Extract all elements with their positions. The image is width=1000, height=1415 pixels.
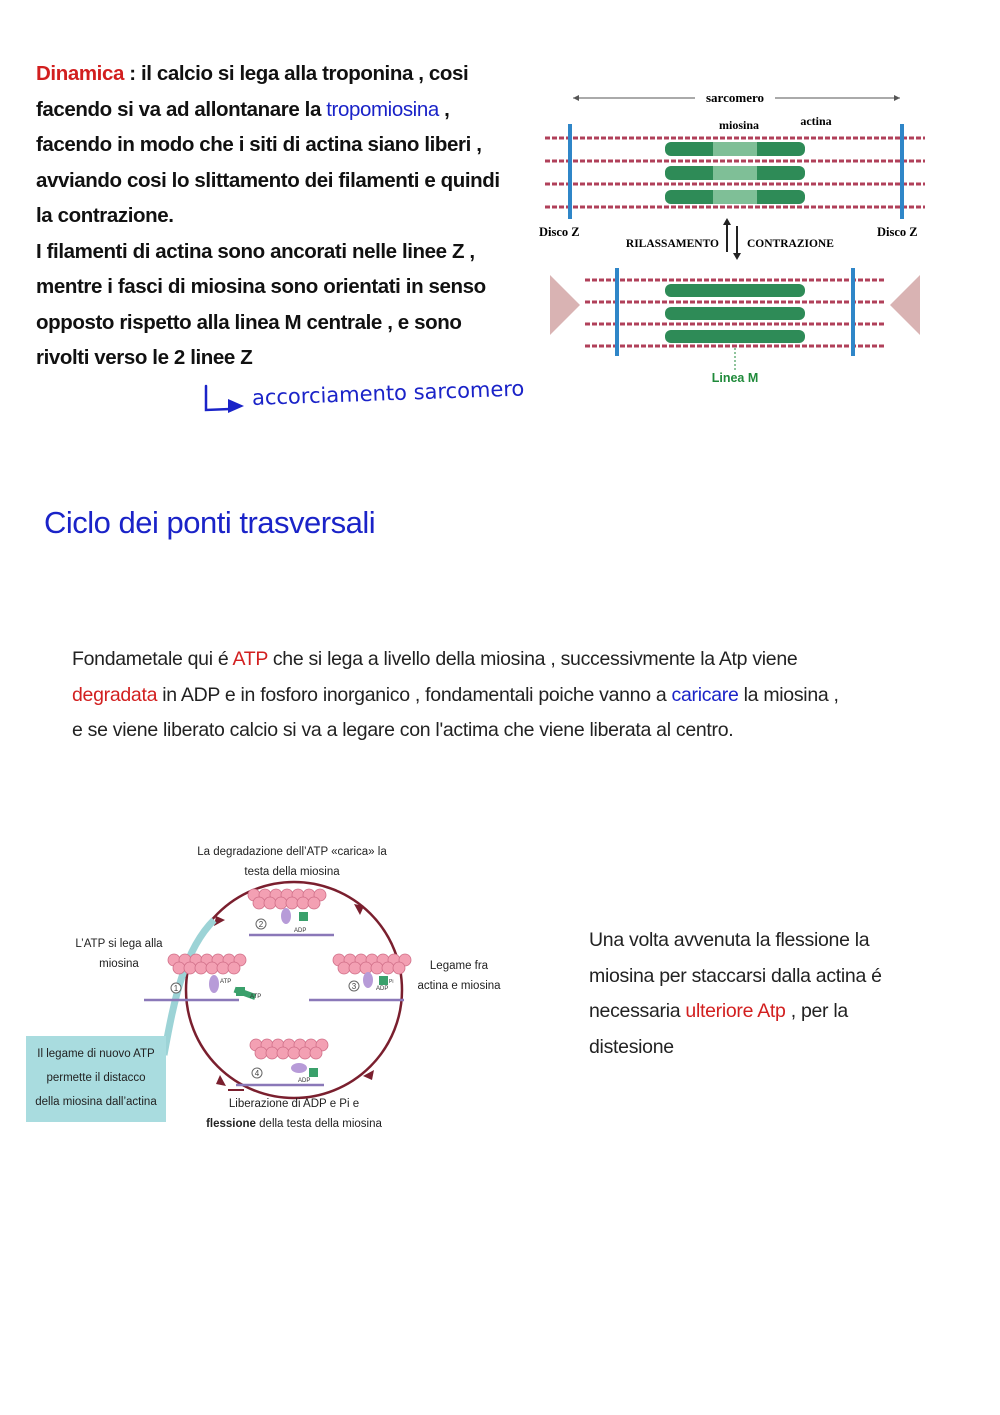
- relaxed-sarcomere: [545, 124, 925, 219]
- paragraph-dinamica: [36, 56, 516, 376]
- label-miosina: miosina: [718, 118, 760, 132]
- text-segment: che si lega a livello della miosina , successivmente la Atp viene: [267, 648, 798, 670]
- label-right-line1: Legame fra: [429, 960, 489, 972]
- text-segment: Una volta avvenuta la flessione la miosina per staccarsi dalla actina é necessaria: [589, 929, 882, 1022]
- info-box-line3: della miosina dall’actina: [35, 1096, 157, 1108]
- text-segment: , facendo in modo che i siti di actina siano liberi , avviando cosi lo slittamento dei filamenti e quindi la contrazione.: [36, 97, 500, 227]
- label-actina: actina: [800, 114, 832, 128]
- text-segment: la miosina , e se viene liberato calcio si va a legare con l'actima che viene liberata al centro.: [72, 683, 839, 741]
- contracted-sarcomere: [550, 268, 920, 370]
- text-segment: : il calcio si lega alla troponina , cosi facendo si va ad allontanare la: [36, 62, 469, 121]
- text-segment: , per la distesione: [589, 1000, 848, 1058]
- term-ulteriore-atp: ulteriore Atp: [685, 1000, 786, 1022]
- step-4-marker: 4: [254, 1069, 260, 1078]
- label-bottom-line1: Liberazione di ADP e Pi e: [228, 1098, 360, 1110]
- term-atp: ATP: [232, 648, 268, 670]
- pi-tag: Pi: [389, 979, 394, 985]
- text-segment: I filamenti di actina sono ancorati nelle linee Z , mentre i fasci di miosina sono orientati in senso opposto rispetto alla linea M centrale , e sono rivolti verso le 2 linee Z: [36, 239, 486, 369]
- label-sarcomero: sarcomero: [706, 90, 764, 105]
- term-dinamica: Dinamica: [36, 62, 124, 85]
- label-top: [182, 846, 402, 878]
- label-right-line2: actina e miosina: [417, 980, 501, 992]
- term-caricare: caricare: [671, 683, 739, 706]
- term-degradata: degradata: [72, 683, 158, 706]
- paragraph-atp: [72, 642, 852, 749]
- hand-arrow-icon: [200, 382, 256, 418]
- section-heading: Ciclo dei ponti trasversali: [44, 505, 376, 540]
- label-bottom-line2: [179, 1118, 409, 1130]
- text-segment: Fondametale qui é: [72, 648, 233, 670]
- adp-tag: ADP: [294, 928, 307, 934]
- adp-tag-2: ADP: [376, 986, 389, 992]
- cross-bridge-cycle-figure: [24, 840, 524, 1132]
- label-bottom-rest: della testa della miosina: [255, 1118, 382, 1130]
- atp-tag-2: ATP: [250, 994, 262, 1000]
- info-box-line1: Il legame di nuovo ATP: [37, 1048, 155, 1060]
- label-top-line1: La degradazione dell’ATP «carica» la: [197, 846, 387, 858]
- label-left-line2: miosina: [99, 958, 139, 970]
- label-disco-z-right: Disco Z: [877, 225, 918, 239]
- step-2-marker: 2: [258, 920, 264, 929]
- label-right: [408, 960, 510, 992]
- paragraph-distesione: [589, 923, 909, 1065]
- label-bottom: [179, 1098, 409, 1130]
- label-top-line2: testa della miosina: [244, 866, 340, 878]
- adp-tag-3: ADP: [298, 1078, 311, 1084]
- text-segment: in ADP e in fosforo inorganico , fondamentali poiche vanno a: [157, 683, 672, 706]
- label-linea-m: Linea M: [711, 371, 759, 385]
- info-box-new-atp: [26, 1036, 166, 1122]
- info-box-line2: permette il distacco: [46, 1072, 146, 1084]
- step-3-marker: 3: [351, 982, 357, 991]
- atp-tag: ATP: [220, 979, 232, 985]
- term-tropomiosina: tropomiosina: [326, 97, 439, 121]
- label-flessione: flessione: [206, 1118, 256, 1130]
- label-rilassamento: RILASSAMENTO: [625, 238, 719, 250]
- label-disco-z-left: Disco Z: [539, 225, 580, 239]
- arrow-note: [200, 376, 560, 422]
- sarcomere-figure: [535, 80, 935, 395]
- label-left-line1: L’ATP si lega alla: [75, 938, 163, 950]
- step-1-marker: 1: [173, 984, 179, 993]
- label-contrazione: CONTRAZIONE: [747, 238, 834, 250]
- arrow-note-text: accorciamento sarcomero: [251, 376, 525, 410]
- label-left: [64, 938, 174, 970]
